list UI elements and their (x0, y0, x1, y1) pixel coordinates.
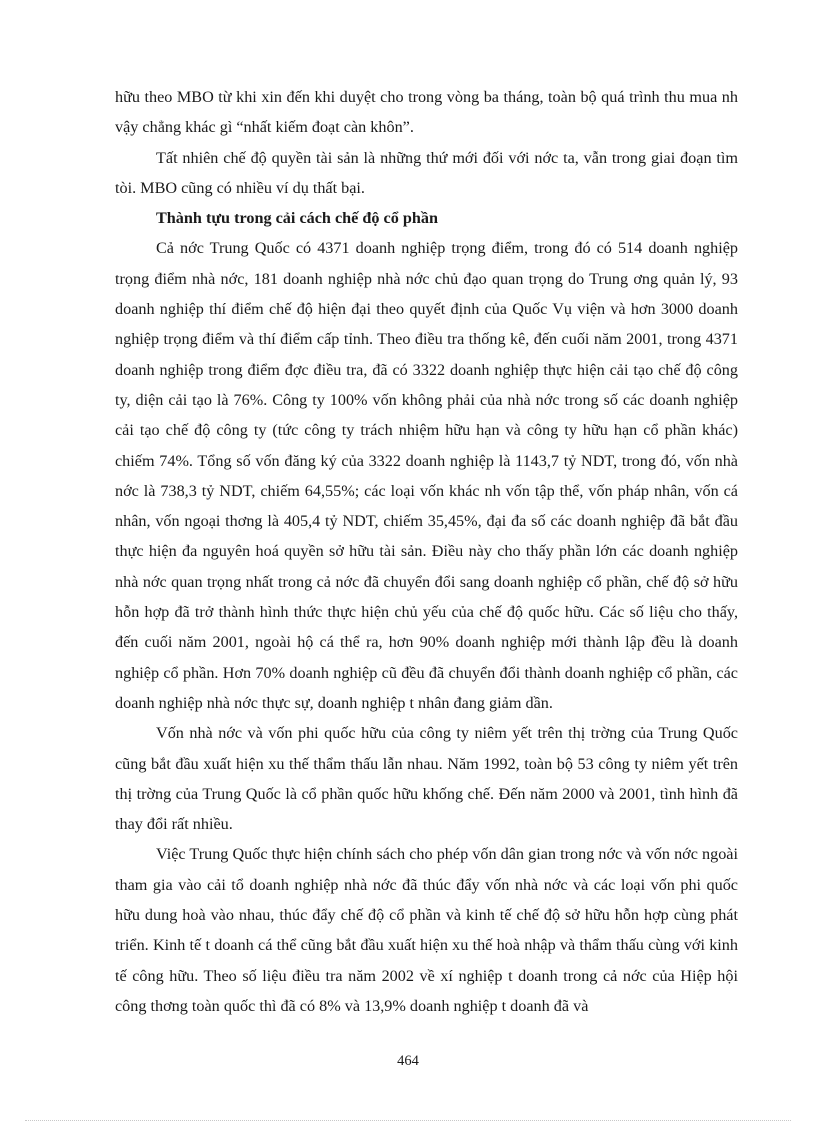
document-page (115, 82, 738, 1021)
section-heading: Thành tựu trong cải cách chế độ cổ phần (156, 209, 438, 228)
paragraph-key-enterprises: Cả nớc Trung Quốc có 4371 doanh nghiệp trọng điểm, trong đó có 514 doanh nghiệp trọng điểm nhà nớc, 181 doanh nghiệp nhà nớc chủ đạo quan trọng do Trung ơng quản lý, 93 doanh nghiệp thí điểm chế độ hiện đại theo quyết định của Quốc Vụ viện và hơn 3000 doanh nghiệp trọng điểm và thí điểm cấp tỉnh. Theo điều tra thống kê, đến cuối năm 2001, trong 4371 doanh nghiệp trong điểm đợc điều tra, đã có 3322 doanh nghiệp thực hiện cải tạo chế độ công ty, diện cải tạo là 76%. Công ty 100% vốn không phải của nhà nớc trong số các doanh nghiệp cải tạo chế độ công ty (tức công ty trách nhiệm hữu hạn và công ty hữu hạn cổ phần khác) chiếm 74%. Tổng số vốn đăng ký của 3322 doanh nghiệp là 1143,7 tỷ NDT, trong đó, vốn nhà nớc là 738,3 tỷ NDT, chiếm 64,55%; các loại vốn khác nh vốn tập thể, vốn pháp nhân, vốn cá nhân, vốn ngoại thơng là 405,4 tỷ NDT, chiếm 35,45%, đại đa số các doanh nghiệp đã bắt đầu thực hiện đa nguyên hoá quyền sở hữu tài sản. Điều này cho thấy phần lớn các doanh nghiệp nhà nớc quan trọng nhất trong cả nớc đã chuyển đổi sang doanh nghiệp cổ phần, chế độ sở hữu hỗn hợp đã trở thành hình thức thực hiện chủ yếu của chế độ quốc hữu. Các số liệu cho thấy, đến cuối năm 2001, ngoài hộ cá thể ra, hơn 90% doanh nghiệp mới thành lập đều là doanh nghiệp cổ phần. Hơn 70% doanh nghiệp cũ đều đã chuyển đổi thành doanh nghiệp cổ phần, các doanh nghiệp nhà nớc thực sự, doanh nghiệp t nhân đang giảm dần. (115, 239, 738, 712)
paragraph-listed-companies: Vốn nhà nớc và vốn phi quốc hữu của công ty niêm yết trên thị trờng của Trung Quốc cũng bắt đầu xuất hiện xu thế thẩm thấu lẫn nhau. Năm 1992, toàn bộ 53 công ty niêm yết trên thị trờng của Trung Quốc là cổ phần quốc hữu khống chế. Đến năm 2000 và 2001, tình hình đã thay đổi rất nhiều. (115, 724, 738, 834)
paragraph-private-capital: Việc Trung Quốc thực hiện chính sách cho phép vốn dân gian trong nớc và vốn nớc ngoài tham gia vào cải tổ doanh nghiệp nhà nớc đã thúc đẩy vốn nhà nớc và các loại vốn phi quốc hữu dung hoà vào nhau, thúc đẩy chế độ cổ phần và kinh tế chế độ sở hữu hỗn hợp cùng phát triển. Kinh tế t doanh cá thể cũng bắt đầu xuất hiện xu thế hoà nhập và thẩm thấu cùng với kinh tế công hữu. Theo số liệu điều tra năm 2002 về xí nghiệp t doanh trong cả nớc của Hiệp hội công thơng toàn quốc thì đã có 8% và 13,9% doanh nghiệp t doanh đã và (115, 845, 738, 1015)
page-bottom-divider (25, 1120, 791, 1121)
paragraph-continuation: hữu theo MBO từ khi xin đến khi duyệt cho trong vòng ba tháng, toàn bộ quá trình thu mua nh vậy chẳng khác gì “nhất kiếm đoạt càn khôn”. (115, 88, 738, 137)
page-number: 464 (397, 1053, 419, 1069)
paragraph-property-rights: Tất nhiên chế độ quyền tài sản là những thứ mới đối với nớc ta, vẫn trong giai đoạn tìm tòi. MBO cũng có nhiều ví dụ thất bại. (115, 148, 738, 197)
